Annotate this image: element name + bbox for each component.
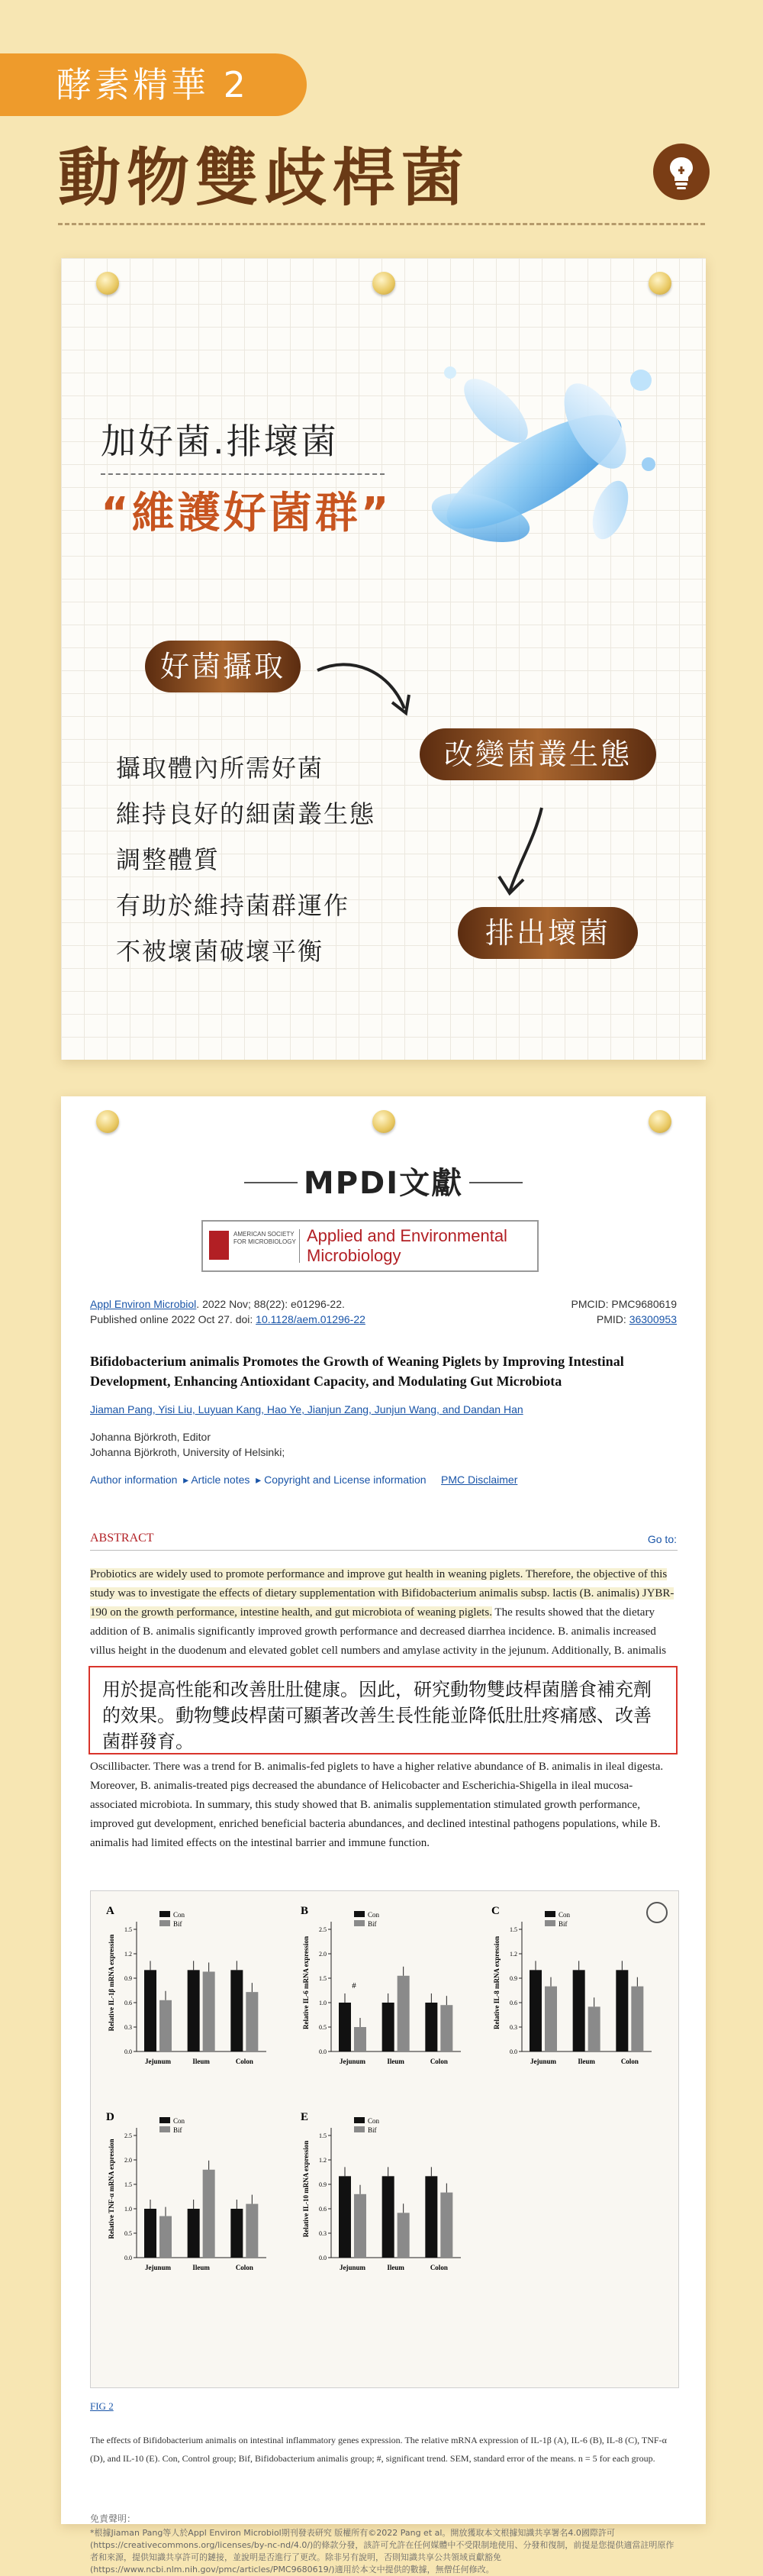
y-tick-label: 2.5 [319, 1926, 327, 1933]
bar [159, 2216, 172, 2258]
x-tick-label: Colon [235, 2058, 253, 2065]
journal-link[interactable]: Appl Environ Microbiol [90, 1298, 197, 1310]
y-tick-label: 1.0 [124, 2206, 132, 2213]
bar [144, 1970, 156, 2051]
legend-swatch [354, 2126, 365, 2132]
y-tick-label: 1.5 [510, 1926, 517, 1933]
legend-label: Bif [559, 1920, 568, 1928]
section-heading: MPDI文獻 [303, 1166, 464, 1201]
legend-swatch [354, 2117, 365, 2123]
x-tick-label: Jejunum [339, 2058, 366, 2065]
legend-label: Con [368, 1911, 380, 1919]
panel-label: B [301, 1905, 309, 1917]
y-tick-label: 0.6 [319, 2206, 327, 2213]
legend-swatch [354, 1911, 365, 1917]
y-tick-label: 1.2 [319, 2157, 327, 2164]
y-tick-label: 0.0 [124, 2255, 132, 2261]
panel-label: D [106, 2111, 114, 2123]
translation-callout: 用於提高性能和改善肚肚健康。因此，研究動物雙歧桿菌膳食補充劑的效果。動物雙歧桿菌可顯著改善生長性能並降低肚肚疼痛感、改善菌群發育。 [89, 1666, 678, 1754]
quote-text: “維護好菌群” [101, 489, 392, 538]
legend-label: Bif [368, 2126, 377, 2134]
y-tick-label: 2.5 [124, 2132, 132, 2139]
bar [339, 2176, 351, 2258]
y-tick-label: 1.5 [124, 2181, 132, 2188]
author-list[interactable]: Jiaman Pang, Yisi Liu, Luyuan Kang, Hao Ye, Jianjun Zang, Junjun Wang, and Dandan Han [90, 1403, 523, 1416]
y-tick-label: 0.9 [319, 2181, 327, 2188]
x-tick-label: Colon [430, 2058, 448, 2065]
arrow-down-icon [488, 802, 557, 901]
pin-icon [649, 272, 671, 295]
x-tick-label: Jejunum [144, 2058, 172, 2065]
pin-icon [372, 272, 395, 295]
author-info-link[interactable]: Author information [90, 1474, 178, 1486]
doi-link[interactable]: 10.1128/aem.01296-22 [256, 1313, 365, 1325]
paper-card [61, 1096, 706, 2524]
section-tag: 酵素精華 2 [0, 53, 307, 116]
lead-underline [101, 473, 385, 475]
legend-label: Bif [173, 1920, 182, 1928]
x-tick-label: Jejunum [530, 2058, 557, 2065]
meta-links: Author information ▸ Article notes ▸ Copyright and License information PMC Disclaimer [90, 1474, 518, 1486]
bacteria-illustration [404, 327, 679, 579]
expel-pill: 排出壞菌 [458, 907, 638, 959]
copyright-link[interactable]: Copyright and License information [264, 1474, 427, 1486]
abstract-text: Probiotics are widely used to promote performance and improve gut health in weaning piglets. Therefore, the objective of this study was to investigate the effects of dietary supplementation with Bifidobacterium animalis subsp. lactis (B. animalis) JYBR-190 on the growth performance, intestine health, and gut microbiota of weaning piglets. The results showed that the dietary addition of B. animalis significantly improved growth performance and decreased diarrhea incidence. B. animalis increased villus height in the duodenum and elevated goblet cell numbers and amylase activity in the jejunum. Additionally, B. animalis [90, 1568, 674, 1657]
panel-label: E [301, 2111, 309, 2123]
y-tick-label: 0.0 [510, 2048, 517, 2055]
article-title: Bifidobacterium animalis Promotes the Growth of Weaning Piglets by Improving Intestinal Development, Enhancing Antioxidant Capacity, and Modulating Gut Microbiota [90, 1354, 624, 1389]
figure-link[interactable]: FIG 2 [90, 2400, 114, 2412]
pmid-line: PMID: 36300953 [596, 1313, 677, 1325]
abstract-highlight: Probiotics are widely used to promote performance and improve gut health in weaning piglets. Therefore, the objective of this study was to investigate the effects of dietary supplementation with Bifidobacterium animalis subsp. lactis (B. animalis) JYBR-190 on the growth performance, intestine health, and gut microbiota of weaning piglets. [90, 1568, 674, 1619]
significance-mark: # [352, 1981, 356, 1991]
arrow-right-icon [313, 655, 420, 724]
y-tick-label: 1.5 [319, 1975, 327, 1982]
page-title: 動物雙歧桿菌 [58, 142, 471, 215]
benefit-item: 攝取體內所需好菌 [116, 754, 324, 783]
benefit-item: 維持良好的細菌叢生態 [116, 799, 376, 828]
x-tick-label: Colon [430, 2264, 448, 2271]
legend-label: Bif [173, 2126, 182, 2134]
bar [203, 1971, 215, 2051]
pmcid: PMCID: PMC9680619 [571, 1298, 677, 1310]
legend-swatch [159, 2117, 170, 2123]
x-tick-label: Ileum [192, 2264, 210, 2271]
y-tick-label: 0.9 [124, 1975, 132, 1982]
pin-icon [96, 272, 119, 295]
bar [159, 2000, 172, 2051]
bar [144, 2209, 156, 2258]
x-tick-label: Ileum [387, 2058, 404, 2065]
bar [616, 1970, 628, 2051]
bar [573, 1970, 585, 2051]
bar [354, 2027, 366, 2051]
lead-text: 加好菌.排壞菌 [101, 421, 339, 462]
pin-icon [372, 1110, 395, 1133]
disclaimer-title: 免責聲明： [90, 2513, 137, 2524]
bar [530, 1970, 542, 2051]
bar [440, 2005, 452, 2051]
y-axis-label: Relative IL-1β mRNA expression [108, 1934, 115, 2032]
y-tick-label: 0.0 [319, 2255, 327, 2261]
y-tick-label: 1.5 [319, 2132, 327, 2139]
x-tick-label: Ileum [387, 2264, 404, 2271]
benefit-item: 不被壞菌破壞平衡 [116, 937, 324, 966]
intake-pill: 好菌攝取 [145, 641, 301, 692]
journal-logo: AMERICAN SOCIETY FOR MICROBIOLOGY Applied and Environmental Microbiology [201, 1220, 539, 1272]
disclaimer-text: *根據Jiaman Pang等人於Appl Environ Microbiol期刊發表研究 版權所有©2022 Pang et al。開放獲取本文根據知識共享署名4.0國際許可(https://creativecommons.org/licenses/by-nc-nd/4.0/)的條款分發，該許可允許在任何媒體中不受限制地使用、分發和復制，前提是您提供適當註明原作者和來源，提供知識共享許可的鏈接，並說明是否進行了更改。除非另有說明，否則知識共享公共領域貢獻豁免(https://www.ncbi.nlm.nih.gov/pmc/articles/PMC9680619/)適用於本文中提供的數據，無僧任何修改。 [90, 2528, 674, 2574]
y-tick-label: 1.2 [510, 1951, 517, 1958]
legend-swatch [159, 1911, 170, 1917]
y-tick-label: 1.5 [124, 1926, 132, 1933]
ecology-pill: 改變菌叢生態 [420, 728, 656, 780]
bar [246, 2204, 258, 2258]
y-tick-label: 0.6 [510, 2000, 517, 2006]
article-notes-link[interactable]: Article notes [191, 1474, 250, 1486]
bar [203, 2170, 215, 2258]
pin-icon [649, 1110, 671, 1133]
x-tick-label: Jejunum [144, 2264, 172, 2271]
legend-swatch [545, 1911, 555, 1917]
legend-label: Con [173, 2117, 185, 2125]
editor-line: Johanna Björkroth, Editor [90, 1431, 211, 1443]
y-tick-label: 0.0 [319, 2048, 327, 2055]
lightbulb-icon [653, 144, 710, 200]
bar [382, 2003, 394, 2051]
y-tick-label: 0.3 [510, 2024, 517, 2031]
legend-swatch [545, 1920, 555, 1926]
x-tick-label: Ileum [578, 2058, 595, 2065]
bar [545, 1987, 557, 2051]
published-line: Published online 2022 Oct 27. doi: 10.1128/aem.01296-22 [90, 1313, 365, 1325]
legend-swatch [159, 1920, 170, 1926]
bar [230, 2209, 243, 2258]
y-tick-label: 0.6 [124, 2000, 132, 2006]
bar [246, 1992, 258, 2051]
y-tick-label: 0.0 [124, 2048, 132, 2055]
goto-link[interactable]: Go to: [647, 1533, 677, 1545]
bar [631, 1987, 643, 2051]
bar [425, 2003, 437, 2051]
y-tick-label: 0.5 [319, 2024, 327, 2031]
y-tick-label: 0.3 [124, 2024, 132, 2031]
bar [382, 2176, 394, 2258]
legend-label: Con [173, 1911, 185, 1919]
figure-caption: The effects of Bifidobacterium animalis on intestinal inflammatory genes expression. The relative mRNA expression of IL-1β (A), IL-6 (B), IL-8 (C), TNF-α (D), and IL-10 (E). Con, Control group; Bif, Bifidobacterium animalis group; #, significant trend. SEM, standard error of the means. n = 5 for each group. [90, 2435, 667, 2464]
abstract-text-continued: Oscillibacter. There was a trend for B. animalis-fed piglets to have a higher relative abundance of B. animalis in ileal digesta. Moreover, B. animalis-treated pigs decreased the abundance of Helicobacter and Escherichia-Shigella in ileal mucosa-associated microbiota. In summary, this study showed that B. animalis supplementation stimulated growth performance, improved gut development, enriched beneficial bacteria abundances, and declined intestinal pathogens populations, while B. animalis had limited effects on the intestinal barrier and immune function. [90, 1761, 664, 1849]
y-tick-label: 1.0 [319, 2000, 327, 2006]
bar [398, 1976, 410, 2051]
x-tick-label: Colon [235, 2264, 253, 2271]
legend-swatch [354, 1920, 365, 1926]
pmid-link[interactable]: 36300953 [629, 1313, 677, 1325]
y-axis-label: Relative IL-10 mRNA expression [302, 2140, 310, 2238]
y-axis-label: Relative IL-8 mRNA expression [493, 1935, 501, 2030]
benefit-item: 有助於維持菌群運作 [116, 891, 350, 920]
editor-affiliation: Johanna Björkroth, University of Helsinki; [90, 1446, 285, 1458]
pin-icon [96, 1110, 119, 1133]
panel-label: A [106, 1905, 114, 1917]
bar [339, 2003, 351, 2051]
divider [58, 223, 705, 225]
x-tick-label: Ileum [192, 2058, 210, 2065]
concept-card [61, 258, 706, 1060]
legend-label: Bif [368, 1920, 377, 1928]
x-tick-label: Jejunum [339, 2264, 366, 2271]
benefit-item: 調整體質 [116, 845, 221, 874]
y-tick-label: 0.3 [319, 2230, 327, 2237]
abstract-rule [90, 1550, 678, 1551]
y-tick-label: 0.9 [510, 1975, 517, 1982]
y-axis-label: Relative IL-6 mRNA expression [302, 1935, 310, 2030]
y-axis-label: Relative TNF-α mRNA expression [108, 2139, 115, 2239]
abstract-label: ABSTRACT [90, 1532, 154, 1545]
bar [188, 1970, 200, 2051]
y-tick-label: 1.2 [124, 1951, 132, 1958]
x-tick-label: Colon [620, 2058, 639, 2065]
bar [188, 2209, 200, 2258]
y-tick-label: 2.0 [124, 2157, 132, 2164]
bar [588, 2006, 600, 2051]
figure-charts [91, 1899, 678, 2311]
legend-label: Con [368, 2117, 380, 2125]
y-tick-label: 0.5 [124, 2230, 132, 2237]
legend-label: Con [559, 1911, 571, 1919]
bar [425, 2176, 437, 2258]
disclaimer-link[interactable]: PMC Disclaimer [441, 1474, 518, 1486]
bar [354, 2194, 366, 2258]
figure-panel [90, 1890, 679, 2388]
bar [398, 2213, 410, 2258]
legend-swatch [159, 2126, 170, 2132]
y-tick-label: 2.0 [319, 1951, 327, 1958]
citation-line: Appl Environ Microbiol. 2022 Nov; 88(22): e01296-22. [90, 1298, 345, 1310]
bar [230, 1970, 243, 2051]
bar [440, 2193, 452, 2258]
panel-label: C [491, 1905, 500, 1917]
